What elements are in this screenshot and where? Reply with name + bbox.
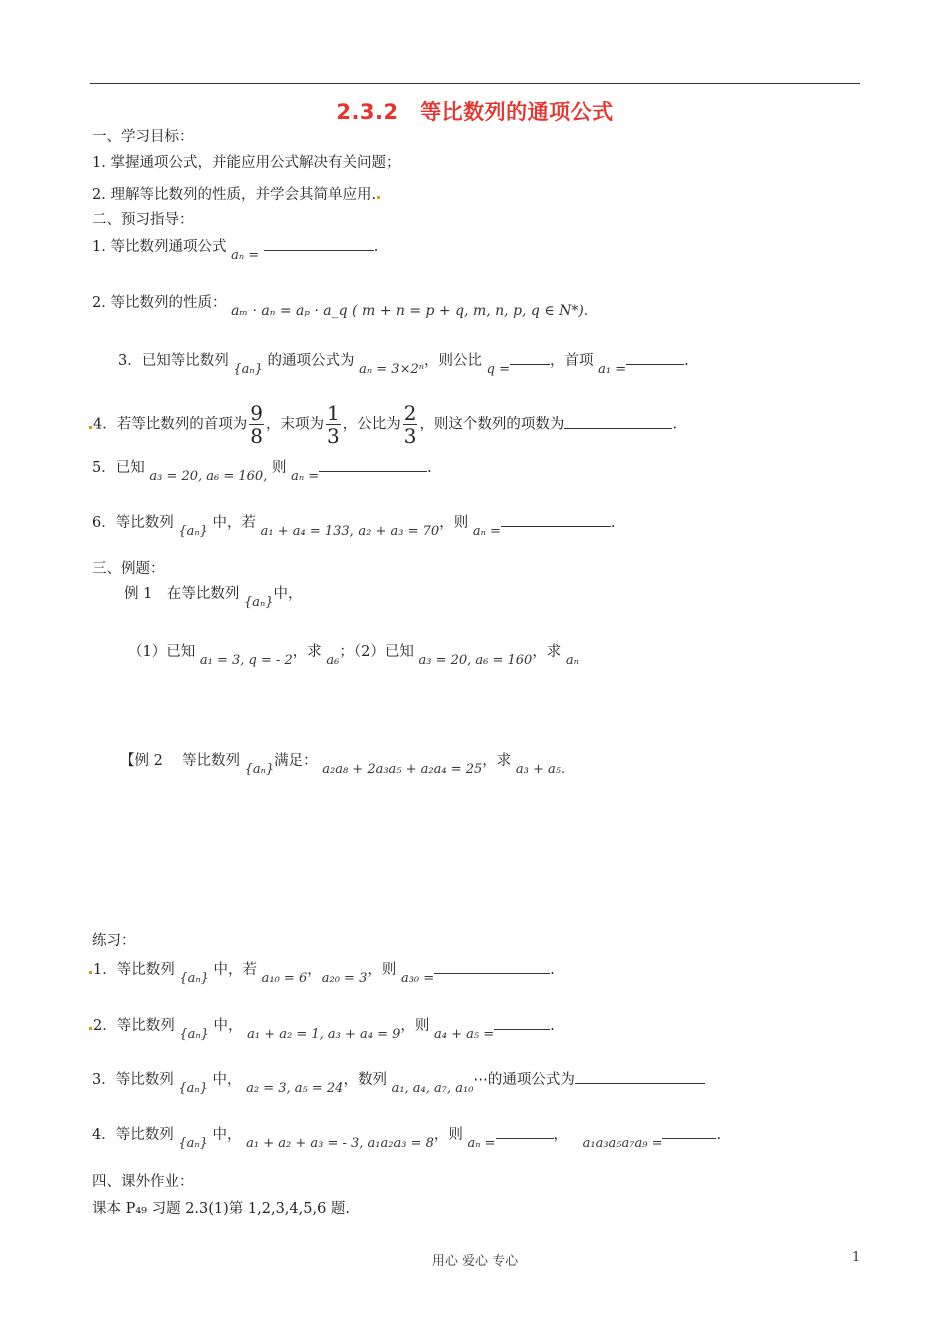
preview-3-seq: {aₙ}: [233, 362, 263, 377]
marker-dot: [377, 196, 380, 199]
preview-6-mid: 中，若: [212, 515, 257, 531]
preview-6-an: aₙ =: [472, 524, 501, 539]
practice-4-an: aₙ =: [467, 1136, 496, 1151]
example-1-given1: a₁ = 3, q = - 2: [199, 653, 293, 668]
marker-dot: [89, 1027, 92, 1030]
fraction-first-term: [249, 402, 264, 447]
example-1-given2: a₃ = 20, a₆ = 160: [418, 653, 533, 668]
preview-6-then: ，则: [439, 515, 469, 531]
preview-3-formula: aₙ = 3×2ⁿ: [359, 362, 425, 377]
goal-2: [92, 185, 381, 205]
preview-5-text: 5．已知: [92, 460, 145, 476]
example-2-target: a₃ + a₅.: [515, 762, 566, 777]
answer-blank: [626, 350, 684, 365]
section-homework-heading: 四、课外作业：: [92, 1174, 194, 1190]
preview-4-c: ，公比为: [342, 416, 401, 433]
preview-5: 5．已知 a₃ = 20, a₆ = 160, 则 aₙ =.: [92, 457, 432, 479]
preview-1: 1. 等比数列通项公式 aₙ = .: [92, 236, 378, 258]
example-1: [124, 584, 303, 610]
preview-1-math: aₙ =: [231, 248, 260, 263]
practice-1-text: 1．等比数列: [93, 962, 175, 978]
practice-2-text: 2．等比数列: [93, 1018, 175, 1034]
practice-1-ask: a₃₀ =: [400, 971, 435, 986]
preview-4-b: ，末项为: [265, 416, 324, 433]
practice-1-then: ，则: [367, 962, 397, 978]
preview-3-first: ，首项: [549, 353, 594, 369]
fraction-denominator: 3: [326, 424, 340, 448]
preview-5-then: 则: [271, 460, 287, 476]
practice-4-prod: a₁a₃a₅a₇a₉ =: [582, 1136, 663, 1151]
preview-3-text: 3．已知等比数列: [118, 353, 229, 369]
goal-1: 1. 掌握通项公式，并能应用公式解决有关问题；: [92, 155, 401, 171]
practice-2-then: ，则: [400, 1018, 430, 1034]
fraction-denominator: 3: [403, 424, 417, 448]
fraction-ratio: [403, 402, 418, 447]
answer-blank: [264, 236, 374, 251]
practice-3-math: a₂ = 3, a₅ = 24: [246, 1081, 344, 1096]
preview-3-q-math: q =: [486, 362, 510, 377]
answer-blank: [510, 350, 550, 365]
practice-3-mid: 中，: [212, 1072, 242, 1088]
preview-3: 3．已知等比数列 {aₙ} 的通项公式为 aₙ = 3×2ⁿ，则公比 q =，首项 a₁ =.: [118, 350, 689, 372]
page-title: 2.3.2 等比数列的通项公式: [336, 100, 614, 124]
answer-blank: [662, 1124, 716, 1139]
practice-3-end: ⋯的通项公式为: [473, 1072, 575, 1088]
example-1-parts: [128, 642, 579, 668]
section-preview-heading: 二、预习指导：: [92, 212, 194, 228]
preview-4-a: 4．若等比数列的首项为: [93, 416, 248, 433]
preview-6-seq: {aₙ}: [178, 524, 208, 539]
example-1-label: 例 1 在等比数列: [124, 586, 240, 602]
practice-2: 2．等比数列 {aₙ} 中， a₁ + a₂ = 1, a₃ + a₄ = 9，则 a₄ + a₅ =.: [88, 1015, 555, 1037]
answer-blank: [496, 1124, 554, 1139]
practice-2-seq: {aₙ}: [179, 1027, 209, 1042]
fraction-last-term: [326, 402, 341, 447]
section-examples-heading: 三、例题：: [92, 561, 165, 577]
answer-blank: [575, 1069, 705, 1084]
fraction-numerator: 9: [250, 401, 263, 425]
preview-5-math: a₃ = 20, a₆ = 160,: [149, 469, 268, 484]
practice-4-mid: 中，: [212, 1127, 242, 1143]
example-1-a6: a₆: [326, 653, 340, 668]
page-footer: 用心 爱心 专心: [431, 1254, 519, 1269]
example-1-ask1: ，求: [292, 644, 322, 660]
fraction-denominator: 8: [250, 424, 263, 448]
practice-4-text: 4．等比数列: [92, 1127, 174, 1143]
practice-3-terms: a₁, a₄, a₇, a₁₀: [391, 1081, 474, 1096]
example-2-mid: 满足：: [274, 753, 318, 769]
example-1-seq: {aₙ}: [243, 595, 274, 610]
page-number: 1: [852, 1250, 861, 1265]
practice-1-m2: a₂₀ = 3: [321, 971, 368, 986]
goal-2-text: 2. 理解等比数列的性质，并学会其简单应用.: [92, 187, 377, 203]
practice-4-then: ，则: [433, 1127, 463, 1143]
example-2-label: 【例 2 等比数列: [120, 753, 240, 769]
preview-1-text: 1. 等比数列通项公式: [92, 239, 227, 255]
preview-6-m1: a₁ + a₄ = 133,: [260, 524, 354, 539]
answer-blank: [564, 414, 672, 429]
answer-blank: [494, 1015, 550, 1030]
preview-4: 4．若等比数列的首项为 $\frac{9}{8}$ ，末项为 $\frac{1}{3}$ ，公比为 $\frac{2}{3}$ ，则这个数列的项数为 .: [88, 402, 677, 447]
example-1-an: aₙ: [565, 653, 579, 668]
example-2-seq: {aₙ}: [244, 762, 275, 777]
practice-1-seq: {aₙ}: [179, 971, 209, 986]
practice-3-text: 3．等比数列: [92, 1072, 174, 1088]
marker-dot: [89, 426, 92, 429]
practice-3-seqof: ，数列: [343, 1072, 387, 1088]
preview-6: 6．等比数列 {aₙ} 中，若 a₁ + a₄ = 133, a₂ + a₃ = 70，则 aₙ =.: [92, 512, 615, 534]
practice-1-m1: a₁₀ = 6: [261, 971, 308, 986]
example-2-ask: ，求: [482, 753, 512, 769]
preview-3-first-math: a₁ =: [598, 362, 627, 377]
example-1-end: 中，: [273, 586, 303, 602]
homework-text: 课本 P₄₉ 习题 2.3(1)第 1,2,3,4,5,6 题.: [92, 1201, 351, 1217]
practice-1: 1．等比数列 {aₙ} 中，若 a₁₀ = 6，a₂₀ = 3，则 a₃₀ =.: [88, 959, 555, 981]
preview-4-d: ，则这个数列的项数为: [419, 416, 565, 433]
preview-2-math: aₘ · aₙ = aₚ · a_q ( m + n = p + q, m, n, p, q ∈ N*).: [231, 303, 589, 319]
example-2: [120, 751, 566, 777]
section-goals-heading: 一、学习目标：: [92, 129, 194, 145]
preview-3-q: ，则公比: [424, 353, 483, 369]
preview-2-text: 2. 等比数列的性质：: [92, 295, 227, 311]
practice-3-seq: {aₙ}: [178, 1081, 208, 1096]
example-1-ask2: ，求: [532, 644, 562, 660]
example-1-part2: ；（2）已知: [339, 644, 414, 660]
practice-2-ask: a₄ + a₅ =: [434, 1027, 495, 1042]
preview-5-an: aₙ =: [291, 469, 320, 484]
example-1-part1: （1）已知: [128, 644, 196, 660]
example-2-math: a₂a₈ + 2a₃a₅ + a₂a₄ = 25: [322, 762, 483, 777]
practice-4-math: a₁ + a₂ + a₃ = - 3, a₁a₂a₃ = 8: [246, 1136, 434, 1151]
header-rule: [90, 83, 860, 84]
practice-1-mid: 中，若: [213, 962, 258, 978]
marker-dot: [89, 971, 92, 974]
fraction-numerator: 1: [326, 401, 340, 425]
preview-6-m2: a₂ + a₃ = 70: [358, 524, 440, 539]
practice-4: 4．等比数列 {aₙ} 中， a₁ + a₂ + a₃ = - 3, a₁a₂a₃ = 8，则 aₙ =， a₁a₃a₅a₇a₉ =.: [92, 1124, 721, 1146]
practice-2-math: a₁ + a₂ = 1, a₃ + a₄ = 9: [247, 1027, 401, 1042]
preview-3-mid: 的通项公式为: [267, 353, 355, 369]
practice-3: [92, 1069, 705, 1096]
practice-2-mid: 中，: [213, 1018, 243, 1034]
preview-6-text: 6．等比数列: [92, 515, 174, 531]
preview-2: [92, 293, 589, 319]
practice-4-seq: {aₙ}: [178, 1136, 208, 1151]
fraction-numerator: 2: [403, 401, 417, 425]
answer-blank: [319, 457, 427, 472]
answer-blank: [434, 959, 550, 974]
section-practice-heading: 练习：: [92, 933, 136, 949]
answer-blank: [501, 512, 611, 527]
